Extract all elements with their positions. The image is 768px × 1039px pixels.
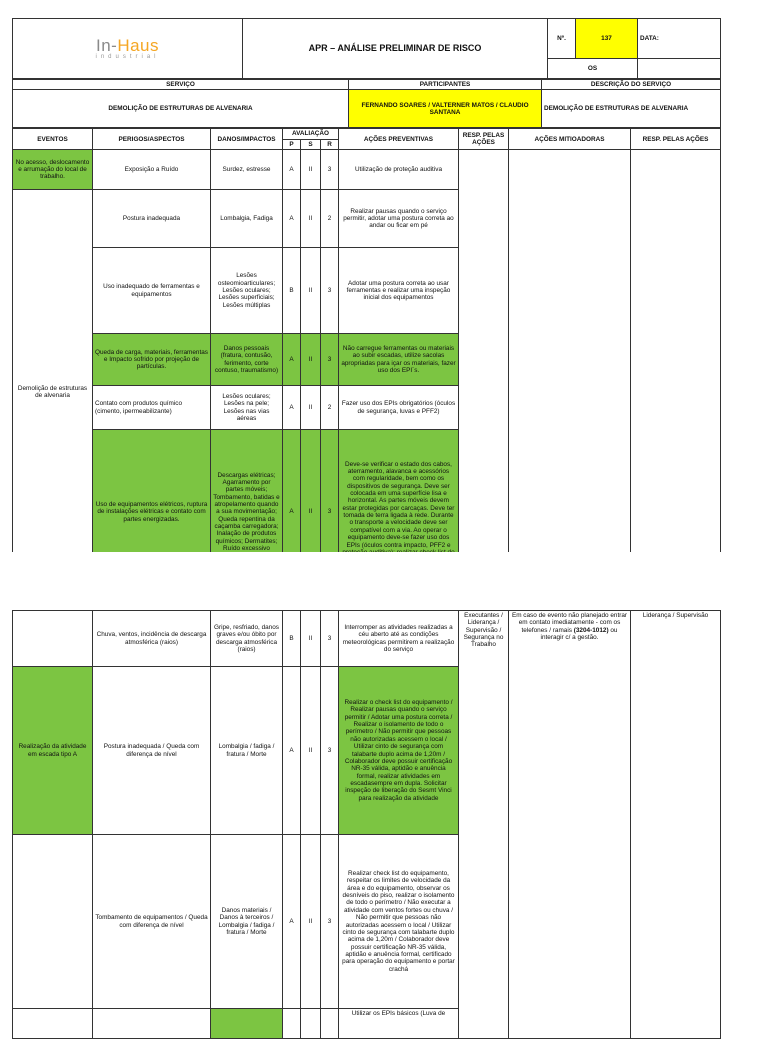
event-cell: No acesso, deslocamento e arrumação do local de trabalho. bbox=[13, 150, 93, 190]
rating-r: 3 bbox=[321, 430, 339, 595]
preventive-action-cell: Realizar pausas quando o serviço permitir, adotar uma postura correta ao andar ou ficar em pé bbox=[339, 190, 459, 248]
hazard-cell: Tombamento de equipamentos / Queda com diferença de nível bbox=[93, 835, 211, 1009]
rating-p: B bbox=[283, 248, 301, 334]
rating-p: A bbox=[283, 334, 301, 386]
os-label: OS bbox=[548, 59, 638, 79]
col-eventos: EVENTOS bbox=[13, 129, 93, 150]
rating-r: 2 bbox=[321, 386, 339, 430]
damage-cell: Danos pessoais (fratura, contusão, ferimento, corte contuso, traumatismo) bbox=[211, 334, 283, 386]
rating-s: II bbox=[301, 190, 321, 248]
resp-cell bbox=[459, 150, 509, 595]
rating-p: A bbox=[283, 430, 301, 595]
rating-r: 3 bbox=[321, 667, 339, 835]
apr-form-page-2 bbox=[12, 610, 720, 1039]
rating-s: II bbox=[301, 611, 321, 667]
rating-p: A bbox=[283, 150, 301, 190]
description-label: DESCRIÇÃO DO SERVIÇO bbox=[542, 80, 721, 90]
mitigation-cell bbox=[509, 611, 631, 1039]
damage-cell: Danos materiais / Danos à terceiros / Lombalgia / fadiga / fratura / Morte bbox=[211, 835, 283, 1009]
risk-table-page-2 bbox=[12, 610, 721, 1039]
rating-r: 3 bbox=[321, 334, 339, 386]
date-label: DATA: bbox=[638, 19, 721, 59]
damage-cell: Lesões oculares; Lesões na pele; Lesões nas vias aéreas bbox=[211, 386, 283, 430]
preventive-action-cell: Utilizar os EPIs básicos (Luva de bbox=[339, 1009, 459, 1039]
rating-r: 3 bbox=[321, 835, 339, 1009]
event-cell: Demolição de estruturas de alvenaria bbox=[13, 190, 93, 595]
damage-cell: Surdez, estresse bbox=[211, 150, 283, 190]
hazard-cell: Uso de equipamentos elétricos, ruptura de instalações elétricas e contato com partes energizadas. bbox=[93, 430, 211, 595]
preventive-action-cell: Realizar o check list do equipamento / Realizar pausas quando o serviço permitir / Adotar uma postura correta / Realizar o isolamento de todo o perímetro / Não permitir que pessoas não autorizadas acessem o local / Utilizar cinto de segurança com talabarte duplo acima de 1,20m / Colaborador deve possuir certificação NR-35 válida, aptidão e anuência formal, realizar atividades em escadasempre em dupla. Solicitar inspeção de liberação do Sesmt Vinci para realização da atividade bbox=[339, 667, 459, 835]
event-cell: Realização da atividade em escada tipo A bbox=[13, 667, 93, 835]
col-acoes-preventivas: AÇÕES PREVENTIVAS bbox=[339, 129, 459, 150]
event-cell bbox=[13, 611, 93, 667]
number-label: Nº. bbox=[548, 19, 576, 59]
resp-cell-2 bbox=[631, 150, 721, 595]
col-perigos: PERIGOS/ASPECTOS bbox=[93, 129, 211, 150]
hazard-cell: Contato com produtos químico (cimento, ipermeabilizante) bbox=[93, 386, 211, 430]
apr-header-table bbox=[12, 18, 721, 79]
hazard-cell: Exposição a Ruído bbox=[93, 150, 211, 190]
preventive-action-cell: Utilização de proteção auditiva bbox=[339, 150, 459, 190]
document-title: APR – ANÁLISE PRELIMINAR DE RISCO bbox=[243, 19, 548, 79]
hazard-cell: Chuva, ventos, incidência de descarga atmosférica (raios) bbox=[93, 611, 211, 667]
page-break bbox=[0, 552, 768, 610]
hazard-cell: Queda de carga, materiais, ferramentas e Impacto sofrido por projeção de partículas. bbox=[93, 334, 211, 386]
preventive-action-cell: Não carregue ferramentas ou materiais ao subir escadas, utilize sacolas apropriadas para içar os materiais, fazer uso dos EPI´s. bbox=[339, 334, 459, 386]
service-info-table bbox=[12, 79, 721, 128]
col-p: P bbox=[283, 139, 301, 149]
number-value: 137 bbox=[576, 19, 638, 59]
col-resp-2: RESP. PELAS AÇÕES bbox=[631, 129, 721, 150]
damage-cell: Descargas elétricas; Agarramento por partes móveis; Tombamento, batidas e atropelamento quando a sua movimentação; Queda repentina da caçamba carregadora; Inalação de produtos químicos; Dermatites; Ruído excessivo bbox=[211, 430, 283, 595]
rating-p: A bbox=[283, 386, 301, 430]
rating-s: II bbox=[301, 248, 321, 334]
phone-extension: (3204-1012) bbox=[573, 626, 609, 634]
risk-table-page-1 bbox=[12, 128, 721, 595]
rating-s: II bbox=[301, 386, 321, 430]
resp-cell-2: Liderança / Supervisão bbox=[631, 611, 721, 1039]
rating-p: A bbox=[283, 667, 301, 835]
logo-subtitle: industrial bbox=[95, 53, 160, 60]
hazard-cell: Postura inadequada / Queda com diferença de nível bbox=[93, 667, 211, 835]
rating-s: II bbox=[301, 430, 321, 595]
col-danos: DANOS/IMPACTOS bbox=[211, 129, 283, 150]
col-resp-1: RESP. PELAS AÇÕES bbox=[459, 129, 509, 150]
participants-value: FERNANDO SOARES / VALTERNER MATOS / CLAUDIO SANTANA bbox=[349, 90, 542, 128]
rating-s: II bbox=[301, 835, 321, 1009]
rating-p: A bbox=[283, 835, 301, 1009]
service-value: DEMOLIÇÃO DE ESTRUTURAS DE ALVENARIA bbox=[13, 90, 349, 128]
preventive-action-cell: Fazer uso dos EPIs obrigatórios (óculos de segurança, luvas e PFF2) bbox=[339, 386, 459, 430]
service-label: SERVIÇO bbox=[13, 80, 349, 90]
logo-wordmark: In-Haus bbox=[95, 36, 160, 56]
col-acoes-mitigadoras: AÇÕES MITIOADORAS bbox=[509, 129, 631, 150]
damage-cell: Lesões osteomioarticulares; Lesões oculares; Lesões superficiais; Lesões múltiplas bbox=[211, 248, 283, 334]
damage-cell: Lombalgia, Fadiga bbox=[211, 190, 283, 248]
resp-cell: Executantes / Liderança / Supervisão / Segurança no Trabalho bbox=[459, 611, 509, 1039]
rating-r: 2 bbox=[321, 190, 339, 248]
participants-label: PARTICIPANTES bbox=[349, 80, 542, 90]
rating-p: B bbox=[283, 611, 301, 667]
mitigation-cell bbox=[509, 150, 631, 595]
rating-r: 3 bbox=[321, 248, 339, 334]
rating-s: II bbox=[301, 334, 321, 386]
event-cell bbox=[13, 835, 93, 1009]
apr-form-page-1 bbox=[12, 18, 720, 595]
mitigation-text-c: ou interagir c/ a gestão. bbox=[540, 626, 618, 642]
damage-cell: Gripe, resfriado, danos graves e/ou óbito por descarga atmosférica (raios) bbox=[211, 611, 283, 667]
col-r: R bbox=[321, 139, 339, 149]
date-value bbox=[638, 59, 721, 79]
preventive-action-cell: Adotar uma postura correta ao usar ferramentas e realizar uma inspeção inicial dos equipamentos bbox=[339, 248, 459, 334]
rating-s: II bbox=[301, 667, 321, 835]
preventive-action-cell: Deve-se verificar o estado dos cabos, aterramento, alavanca e acessórios com regularidade, bem como os dispositivos de segurança. Deve ser colocada em uma superfície lisa e horizontal. As partes móveis devem estar protegidas por carcaças. Deve ter tomada de terra ligada à rede. Durante o transporte a velocidade deve ser compatível com a via. Ao operar o equipamento deve-se fazer uso dos EPIs (óculos contra impacto, PFF2 e bbox=[339, 430, 459, 595]
description-value: DEMOLIÇÃO DE ESTRUTURAS DE ALVENARIA bbox=[542, 90, 721, 128]
hazard-cell: Uso inadequado de ferramentas e equipamentos bbox=[93, 248, 211, 334]
rating-p: A bbox=[283, 190, 301, 248]
col-avaliacao: AVALIAÇÃO bbox=[283, 129, 339, 139]
rating-s: II bbox=[301, 150, 321, 190]
preventive-action-cell: Realizar check list do equipamento, respeitar os limites de velocidade da área e do equipamento, observar os desníveis do piso, realizar o isolamento de todo o perímetro / Não executar a atividade com ventos fortes ou chuva / Não permitir que pessoas não autorizadas acessem o local / Utilizar cinto de segurança com talabarte duplo acima de 1,20m / Colaborador deve possuir certificação NR-35 válida, aptidão e anuência formal, certificado para operação do equipamento e portar crachá bbox=[339, 835, 459, 1009]
rating-r: 3 bbox=[321, 150, 339, 190]
preventive-action-cell: Interromper as atividades realizadas a céu aberto até as condições meteorológicas permitirem a realização do serviço bbox=[339, 611, 459, 667]
company-logo bbox=[13, 19, 243, 79]
col-s: S bbox=[301, 139, 321, 149]
damage-cell: Lombalgia / fadiga / fratura / Morte bbox=[211, 667, 283, 835]
mitigation-text-a: Em caso de evento não planejado entrar em contato imediatamente - com os telefones / ramais bbox=[511, 612, 628, 634]
hazard-cell: Postura inadequada bbox=[93, 190, 211, 248]
rating-r: 3 bbox=[321, 611, 339, 667]
